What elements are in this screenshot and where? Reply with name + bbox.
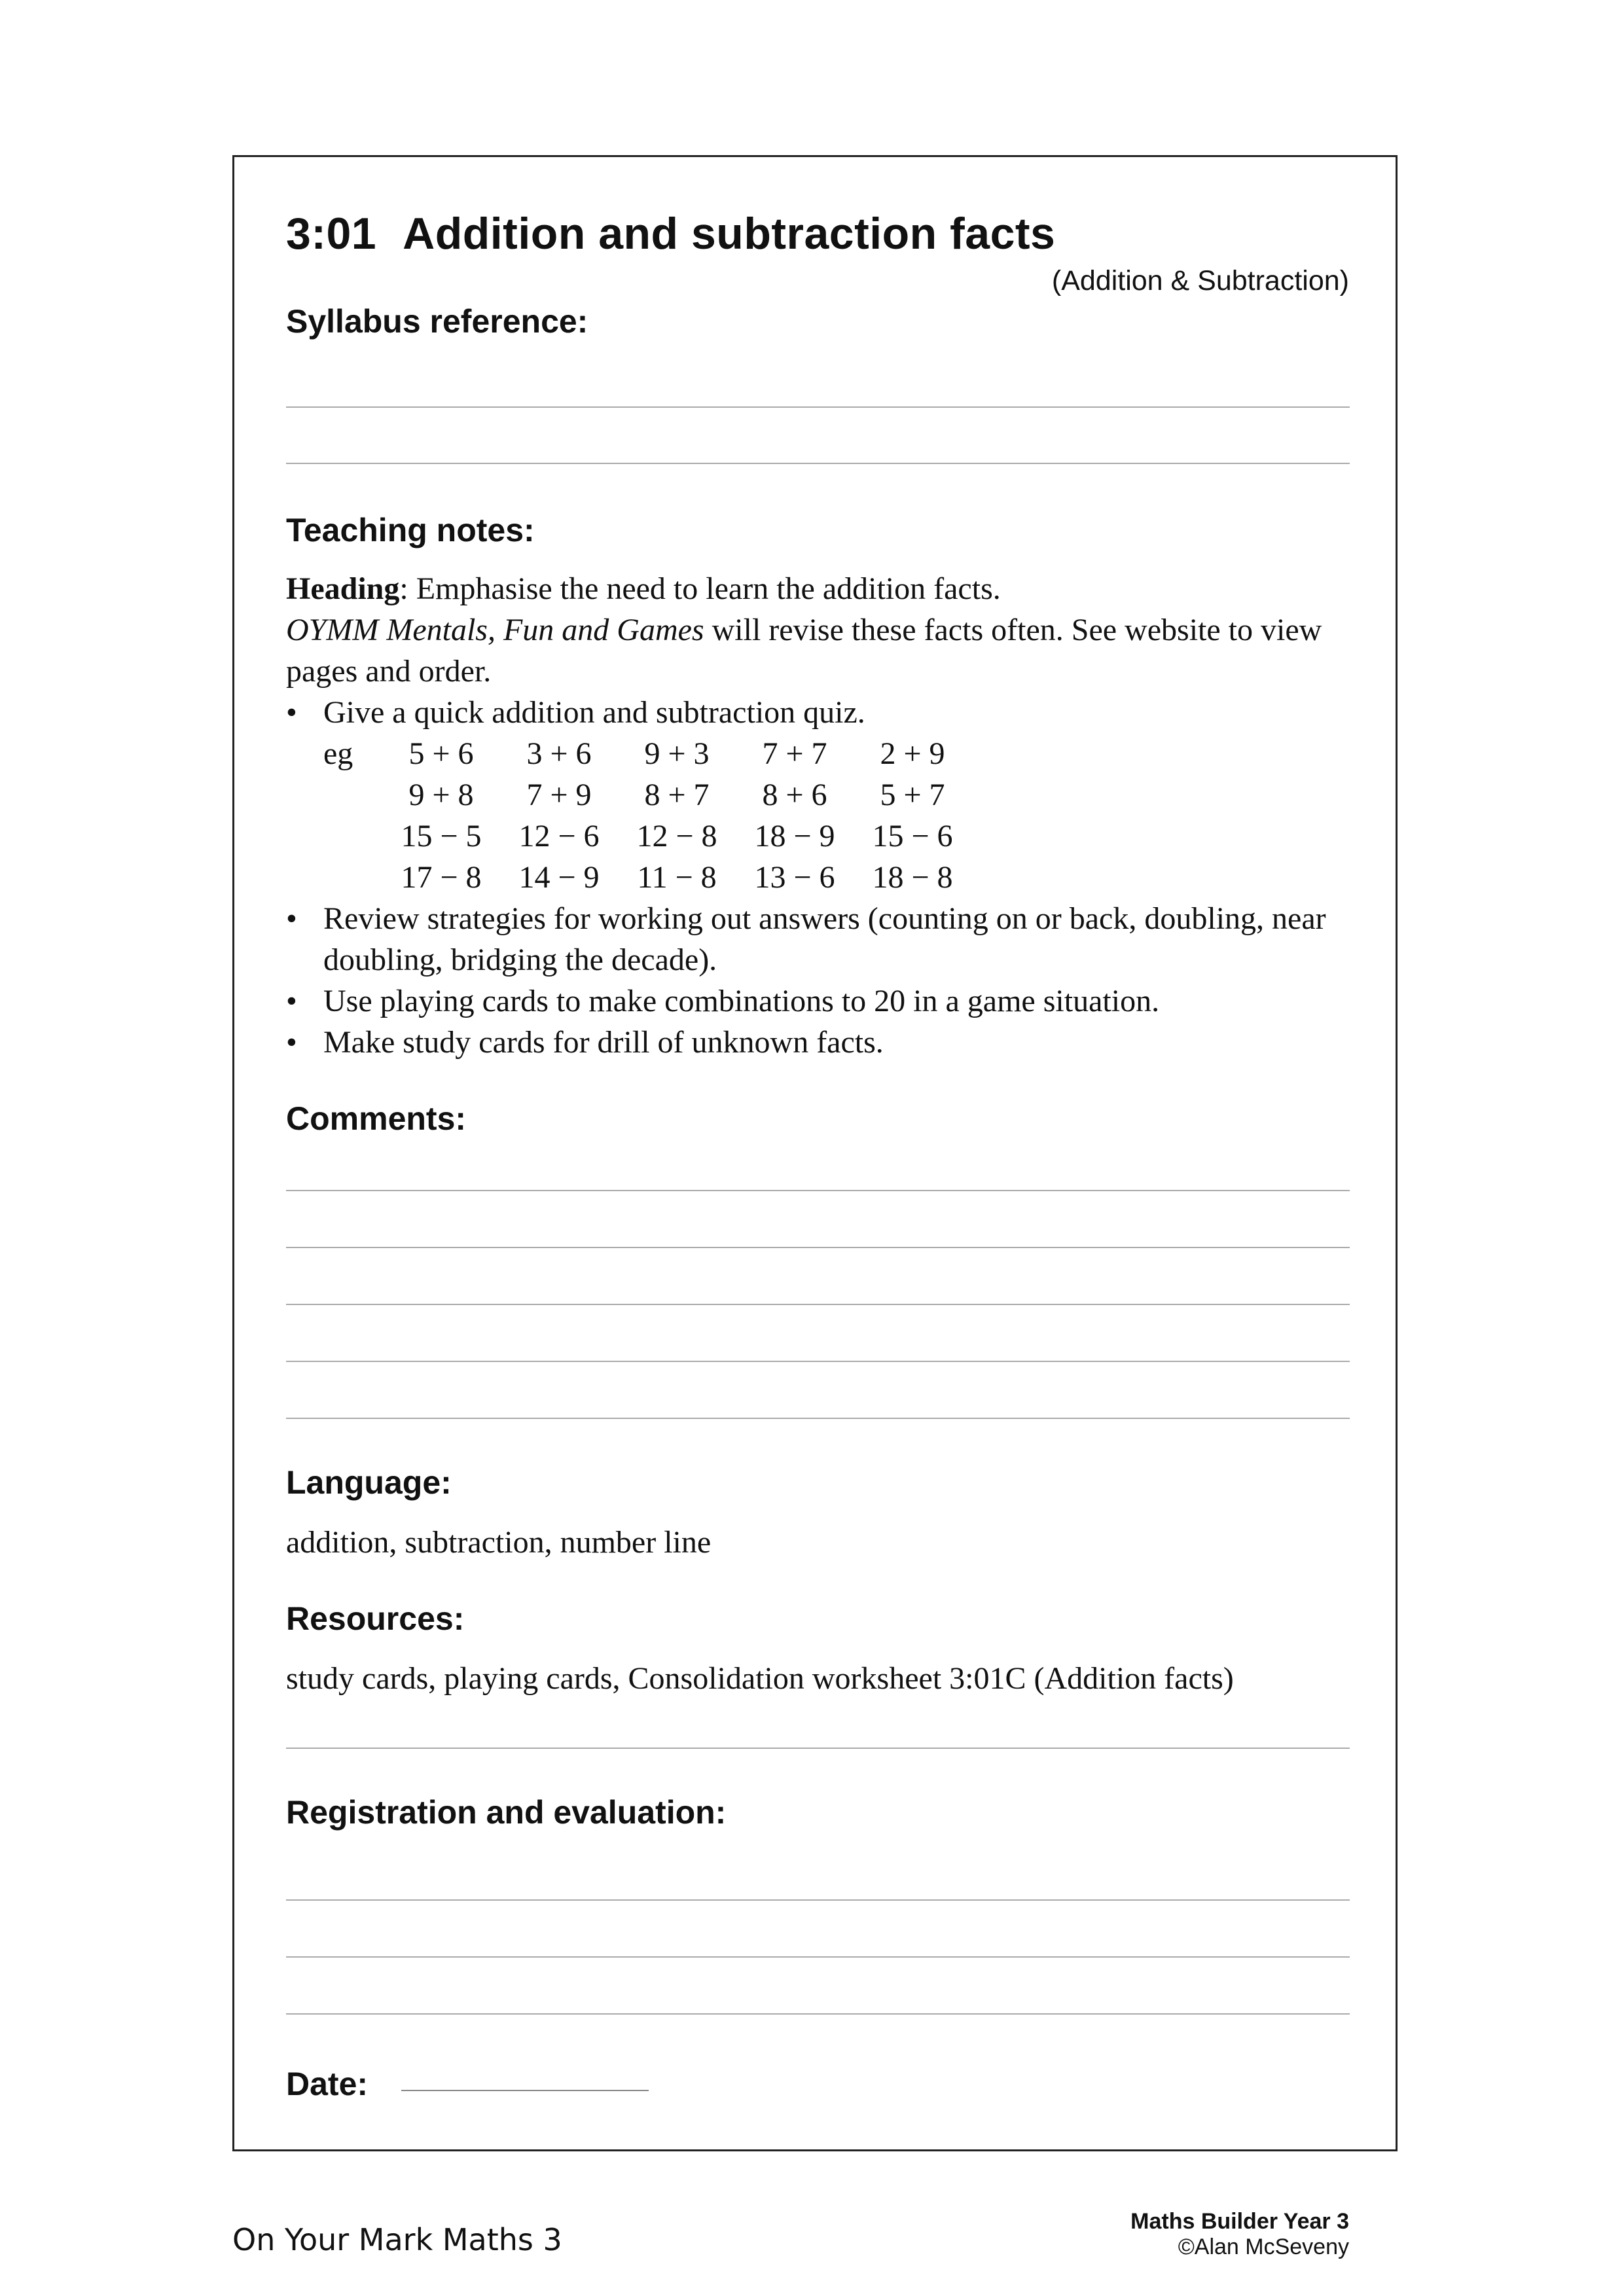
resources-line[interactable] (286, 1748, 1350, 1749)
list-item (286, 692, 1360, 733)
quiz-item: 17 − 8 (401, 860, 482, 895)
bullet-text: Review strategies for working out answers (counting on or back, doubling, near doubling, bridging the decade). (323, 901, 1326, 977)
table-row (323, 733, 971, 774)
quiz-item: 15 − 6 (872, 819, 953, 853)
oymm-title: OYMM Mentals, Fun and Games (286, 613, 704, 647)
quiz-item: 12 − 8 (636, 819, 717, 853)
lesson-number: 3:01 (286, 209, 377, 259)
comments-line-3[interactable] (286, 1304, 1350, 1305)
language-label: Language: (286, 1464, 452, 1501)
bullet-text: Use playing cards to make combinations to 20 in a game situation. (323, 984, 1160, 1018)
bullet-icon: • (286, 901, 297, 936)
resources-label: Resources: (286, 1600, 465, 1637)
bullet-text: Give a quick addition and subtraction quiz. (323, 695, 865, 730)
registration-line-3[interactable] (286, 2013, 1350, 2015)
bullet-icon: • (286, 984, 297, 1018)
quiz-item: 5 + 7 (880, 778, 945, 812)
heading-note (286, 568, 1360, 609)
eg-label: eg (323, 736, 353, 771)
quiz-item: 3 + 6 (526, 736, 592, 771)
quiz-item: 7 + 9 (526, 778, 592, 812)
bullet-text: Make study cards for drill of unknown facts. (323, 1025, 884, 1060)
resources-text: study cards, playing cards, Consolidation worksheet 3:01C (Addition facts) (286, 1661, 1234, 1696)
footer-credit (1130, 2209, 1349, 2260)
page-title (286, 208, 1055, 259)
teaching-notes-body (286, 568, 1360, 1063)
quiz-item: 2 + 9 (880, 736, 945, 771)
registration-line-2[interactable] (286, 1956, 1350, 1958)
teaching-bullets (286, 692, 1360, 733)
quiz-item: 11 − 8 (637, 860, 717, 895)
syllabus-line-1[interactable] (286, 406, 1350, 408)
page-frame (232, 155, 1398, 2151)
quiz-item: 14 − 9 (518, 860, 600, 895)
quiz-item: 15 − 5 (401, 819, 482, 853)
registration-line-1[interactable] (286, 1899, 1350, 1901)
language-text: addition, subtraction, number line (286, 1525, 712, 1560)
footer-series: On Your Mark Maths 3 (232, 2222, 562, 2257)
eg-label (323, 857, 382, 898)
date-label: Date: (286, 2066, 369, 2102)
quiz-table (323, 733, 971, 898)
heading-rest: : Emphasise the need to learn the addition facts. (399, 571, 1001, 606)
bullet-icon: • (286, 695, 297, 730)
quiz-item: 9 + 8 (408, 778, 474, 812)
quiz-item: 8 + 6 (762, 778, 827, 812)
quiz-item: 8 + 7 (644, 778, 710, 812)
oymm-note (286, 609, 1360, 692)
comments-line-5[interactable] (286, 1418, 1350, 1419)
list-item (286, 898, 1360, 980)
quiz-item: 18 − 9 (754, 819, 835, 853)
lesson-title: Addition and subtraction facts (403, 209, 1056, 259)
list-item (286, 980, 1360, 1022)
comments-label: Comments: (286, 1100, 467, 1137)
quiz-item: 5 + 6 (408, 736, 474, 771)
quiz-item: 18 − 8 (872, 860, 953, 895)
list-item (286, 1022, 1360, 1063)
teaching-bullets-2 (286, 898, 1360, 1063)
syllabus-line-2[interactable] (286, 463, 1350, 464)
table-row (323, 816, 971, 857)
footer-copyright: ©Alan McSeveny (1178, 2234, 1349, 2259)
eg-label (323, 774, 382, 816)
syllabus-reference-label: Syllabus reference: (286, 303, 588, 340)
eg-label (323, 816, 382, 857)
comments-line-1[interactable] (286, 1190, 1350, 1191)
quiz-item: 13 − 6 (754, 860, 835, 895)
comments-line-4[interactable] (286, 1361, 1350, 1362)
table-row (323, 857, 971, 898)
quiz-item: 9 + 3 (644, 736, 710, 771)
quiz-item: 12 − 6 (518, 819, 600, 853)
bullet-icon: • (286, 1025, 297, 1060)
footer-book: Maths Builder Year 3 (1130, 2209, 1349, 2234)
table-row (323, 774, 971, 816)
strand-label: (Addition & Subtraction) (1051, 265, 1349, 296)
quiz-item: 7 + 7 (762, 736, 827, 771)
comments-line-2[interactable] (286, 1247, 1350, 1248)
oymm-rest: will revise these facts often. See website to view pages and order. (286, 613, 1322, 689)
heading-bold: Heading (286, 571, 400, 606)
teaching-notes-label: Teaching notes: (286, 512, 535, 548)
date-line[interactable] (401, 2090, 649, 2091)
registration-label: Registration and evaluation: (286, 1794, 727, 1831)
